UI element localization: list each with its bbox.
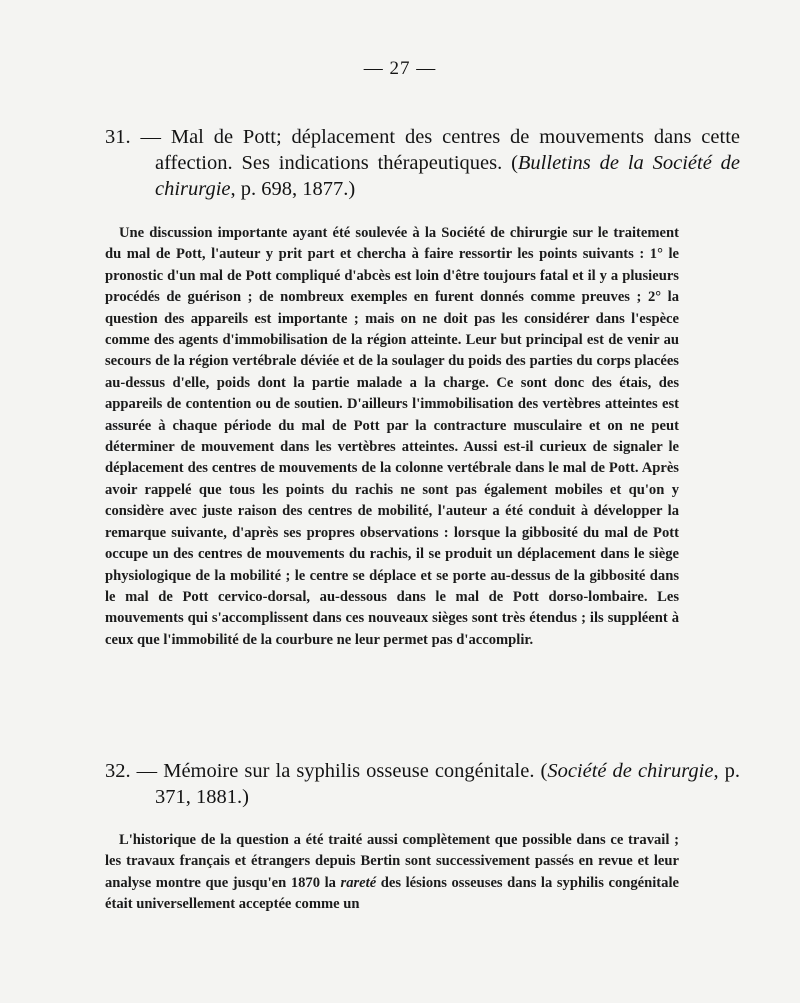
page-number: — 27 — <box>363 58 437 79</box>
entry-31-source-tail: , p. 698, 1877.) <box>230 178 356 200</box>
entry-32-title: Mémoire sur la syphilis osseuse congénitale. <box>163 760 535 782</box>
entry-32-text-end: des lésions osseuses dans la syphilis congénitale était universellement acceptée comme un <box>105 874 679 913</box>
entry-31-body <box>105 223 679 651</box>
entry-31-source: Bulletins de la Société de chirurgie <box>155 152 740 200</box>
entry-32-number: 32. — <box>105 760 158 782</box>
entry-31-source-open: ( <box>511 152 518 174</box>
entry-32-source: Société de chirurgie <box>547 760 714 782</box>
entry-31-number: 31. — <box>105 126 161 148</box>
entry-32-text-start: L'historique de la question a été traité aussi complètement que possible dans ce travail ; les travaux français et étrangers depuis Bertin sont successivement passés en revue et leur analyse montre que jusqu'en 1870 la <box>105 832 679 891</box>
entry-32-body <box>105 830 679 916</box>
entry-31-title: Mal de Pott; déplacement des centres de mouvements dans cette affection. Ses indications thérapeutiques. <box>155 126 740 174</box>
entry-32-emphasis: rareté <box>340 874 377 891</box>
entry-32-heading <box>105 758 740 810</box>
entry-32-source-open: ( <box>540 760 548 782</box>
entry-32-paragraph <box>105 830 679 916</box>
entry-32-source-tail: , p. 371, 1881.) <box>155 760 741 808</box>
entry-31-paragraph: Une discussion importante ayant été soulevée à la Société de chirurgie sur le traitement du mal de Pott, l'auteur y prit part et chercha à faire ressortir les points suivants : 1° le pronostic d'un mal de Pott compliqué d'abcès est loin d'être toujours fatal et il y a plusieurs procédés de guérison ; de nombreux exemples en furent donnés comme preuves ; 2° la question des appareils est importante ; mais on ne doit pas les considérer dans l'espèce comme des agents d'immobilisation de la région atteinte. Leur but principal est de venir au secours de la région vertébrale déviée et de la soulager du poids des parties du corps placées au-dessus d'elle, poids dont la partie malade a la charge. Ce sont donc des étais, des appareils de contention ou de soutien. D'ailleurs l'immobilisation des vertèbres atteintes est assurée à chaque période du mal de Pott par la contracture musculaire et on ne peut déterminer de mouvement dans les vertèbres atteintes. Aussi est-il curieux de signaler le déplacement des centres de mouvements de la colonne vertébrale dans le mal de Pott. Après avoir rappelé que tous les points du rachis ne sont pas également mobiles et qu'on y considère avec juste raison des centres de mobilité, l'auteur a été conduit à développer la remarque suivante, d'après ses propres observations : lorsque la gibbosité du mal de Pott occupe un des centres de mouvements du rachis, il se produit un déplacement dans le siège physiologique de la mobilité ; le centre se déplace et se porte au-dessus de la gibbosité dans le mal de Pott cervico-dorsal, au-dessous dans le mal de Pott dorso-lombaire. Les mouvements qui s'accomplissent dans ces nouveaux sièges sont très étendus ; ils suppléent à ceux que l'immobilité de la courbure ne leur permet pas d'accomplir. <box>105 225 679 648</box>
entry-31-heading <box>105 124 740 202</box>
